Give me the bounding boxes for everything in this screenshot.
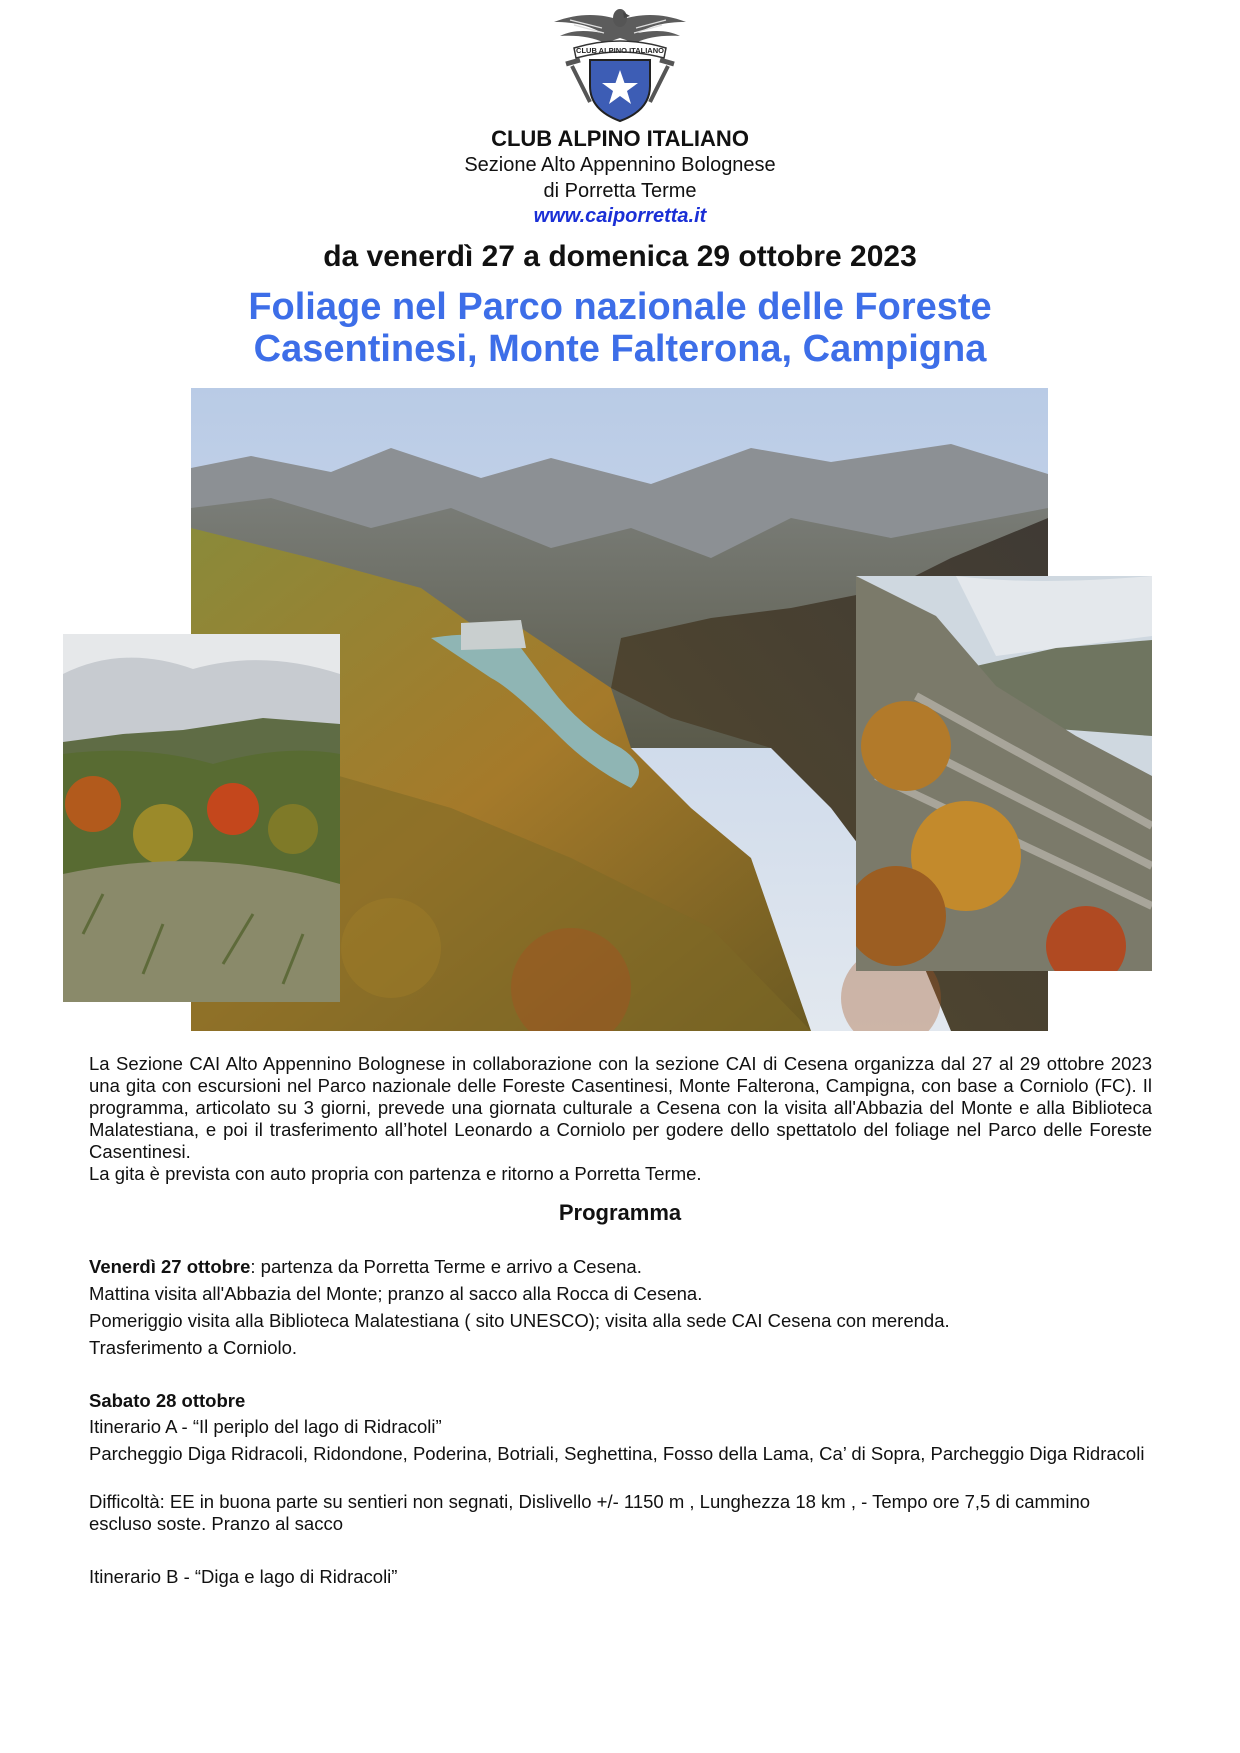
- cai-logo: [550, 6, 690, 124]
- org-name: CLUB ALPINO ITALIANO: [491, 126, 749, 151]
- event-dates: da venerdì 27 a domenica 29 ottobre 2023: [323, 240, 917, 273]
- itinerary-b-title: Itinerario B - “Diga e lago di Ridracoli”: [89, 1566, 398, 1587]
- itinerary-a-difficulty: Difficoltà: EE in buona parte su sentieri non segnati, Dislivello +/- 1150 m , Lunghezza 18 km , - Tempo ore 7,5 di cammino escluso soste. Pranzo al sacco: [89, 1491, 1091, 1534]
- right-photo-rocky-slope: [856, 576, 1152, 971]
- svg-text:CLUB ALPINO ITALIANO: CLUB ALPINO ITALIANO: [576, 46, 664, 55]
- friday-line1: [89, 1256, 1152, 1278]
- section-name: Sezione Alto Appennino Bolognese: [464, 154, 776, 176]
- saturday-label-text: Sabato 28 ottobre: [89, 1390, 246, 1411]
- intro-note: La gita è prevista con auto propria con partenza e ritorno a Porretta Terme.: [89, 1163, 702, 1184]
- intro-paragraph: La Sezione CAI Alto Appennino Bolognese in collaborazione con la sezione CAI di Cesena organizza dal 27 al 29 ottobre 2023 una gita con escursioni nel Parco nazionale delle Foreste Casentinesi, Monte Falterona, Campigna, con base a Corniolo (FC). Il programma, articolato su 3 giorni, prevede una giornata culturale a Cesena con la visita all'Abbazia del Monte e alla Biblioteca Malatestiana, e poi il trasferimento all’hotel Leonardo a Corniolo per godere dello spettatolo del foliage nel Parco delle Foreste Casentinesi.: [89, 1053, 1152, 1162]
- event-title-line1: Foliage nel Parco nazionale delle Foreste: [248, 286, 992, 328]
- itinerary-a-title: Itinerario A - “Il periplo del lago di Ridracoli”: [89, 1416, 442, 1437]
- intro-text: [89, 1053, 1152, 1185]
- friday-label: Venerdì 27 ottobre: [89, 1256, 251, 1277]
- cai-eagle-star-shield-icon: [550, 6, 690, 124]
- friday-text: : partenza da Porretta Terme e arrivo a Cesena.: [250, 1256, 642, 1277]
- left-photo-autumn-woods: [63, 634, 340, 1002]
- event-title: [0, 286, 1240, 370]
- friday-line2: Mattina visita all'Abbazia del Monte; pranzo al sacco alla Rocca di Cesena.: [89, 1283, 703, 1304]
- friday-line4: Trasferimento a Corniolo.: [89, 1337, 298, 1358]
- saturday-label: [89, 1390, 1152, 1412]
- itinerary-a-route: Parcheggio Diga Ridracoli, Ridondone, Poderina, Botriali, Seghettina, Fosso della Lama, Ca’ di Sopra, Parcheggio Diga Ridracoli: [89, 1443, 1145, 1464]
- event-title-line2: Casentinesi, Monte Falterona, Campigna: [253, 328, 987, 370]
- friday-line3: Pomeriggio visita alla Biblioteca Malatestiana ( sito UNESCO); visita alla sede CAI Cesena con merenda.: [89, 1310, 950, 1331]
- programma-heading: Programma: [558, 1200, 682, 1225]
- website-link[interactable]: www.caiporretta.it: [533, 205, 707, 227]
- section-location: di Porretta Terme: [543, 180, 697, 202]
